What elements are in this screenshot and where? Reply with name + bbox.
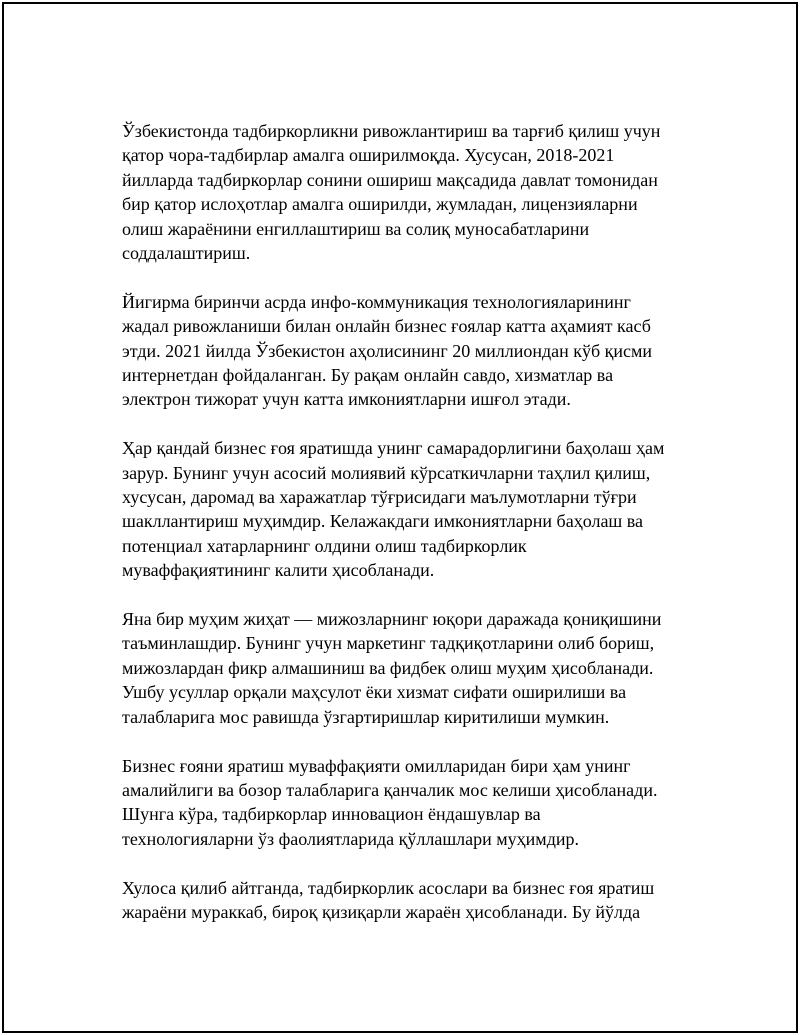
text-line: қатор чора-тадбирлар амалга оширилмоқда. Хусусан, 2018-2021: [122, 145, 615, 166]
text-line: этди. 2021 йилда Ўзбекистон аҳолисининг 20 миллиондан кўб қисми: [122, 340, 653, 361]
text-line: технологияларни ўз фаолиятларида қўллашлари муҳимдир.: [122, 828, 579, 849]
page-frame: [2, 2, 798, 1033]
text-line: Шунга кўра, тадбиркорлар инновацион ёндашувлар ва: [122, 804, 541, 825]
text-line: хусусан, даромад ва харажатлар тўғрисидаги маълумотларни тўғри: [122, 487, 637, 508]
text-line: Бизнес ғояни яратиш муваффақияти омилларидан бири ҳам унинг: [122, 755, 631, 776]
text-line: бир қатор ислоҳотлар амалга оширилди, жумладан, лицензияларни: [122, 194, 638, 215]
paragraph-5: [122, 754, 702, 852]
text-line: таъминлашдир. Бунинг учун маркетинг тадқиқотларини олиб бориш,: [122, 633, 655, 654]
text-line: зарур. Бунинг учун асосий молиявий кўрсаткичларни таҳлил қилиш,: [122, 462, 651, 483]
text-line: жадал ривожланиши билан онлайн бизнес ғоялар катта аҳамият касб: [122, 316, 651, 337]
text-line: йилларда тадбиркорлар сонини ошириш мақсадида давлат томонидан: [122, 169, 658, 190]
text-line: интернетдан фойдаланган. Бу рақам онлайн савдо, хизматлар ва: [122, 365, 614, 386]
text-line: талабларига мос равишда ўзгартиришлар киритилиши мумкин.: [122, 706, 610, 727]
text-line: Ўзбекистонда тадбиркорликни ривожлантириш ва тарғиб қилиш учун: [122, 121, 661, 141]
text-line: Хулоса қилиб айтганда, тадбиркорлик асослари ва бизнес ғоя яратиш: [122, 877, 655, 898]
text-line: Яна бир муҳим жиҳат — мижозларнинг юқори даражада қониқишини: [122, 609, 662, 630]
text-line: электрон тижорат учун катта имкониятларни ишғол этади.: [122, 389, 571, 410]
text-line: мижозлардан фикр алмашиниш ва фидбек олиш муҳим ҳисобланади.: [122, 657, 654, 678]
text-line: шакллантириш муҳимдир. Келажакдаги имкониятларни баҳолаш ва: [122, 511, 644, 532]
paragraph-4: [122, 607, 702, 729]
text-line: Ҳар қандай бизнес ғоя яратишда унинг самарадорлигини баҳолаш ҳам: [122, 438, 665, 459]
text-line: потенциал хатарларнинг олдини олиш тадбиркорлик: [122, 535, 527, 556]
text-line: жараёни мураккаб, бироқ қизиқарли жараён ҳисобланади. Бу йўлда: [122, 901, 641, 922]
paragraph-1: [122, 119, 702, 265]
text-line: муваффақиятининг калити ҳисобланади.: [122, 560, 435, 581]
document-body: [122, 119, 702, 949]
text-line: Ушбу усуллар орқали маҳсулот ёки хизмат сифати оширилиши ва: [122, 682, 627, 703]
text-line: олиш жараёнини енгиллаштириш ва солиқ муносабатларини: [122, 218, 590, 239]
paragraph-3: [122, 436, 702, 582]
paragraph-6: [122, 876, 702, 925]
text-line: амалийлиги ва бозор талабларига қанчалик мос келиши ҳисобланади.: [122, 779, 658, 800]
text-line: Йигирма биринчи асрда инфо-коммуникация технологияларининг: [122, 291, 631, 312]
paragraph-2: [122, 290, 702, 412]
text-line: соддалаштириш.: [122, 243, 251, 264]
